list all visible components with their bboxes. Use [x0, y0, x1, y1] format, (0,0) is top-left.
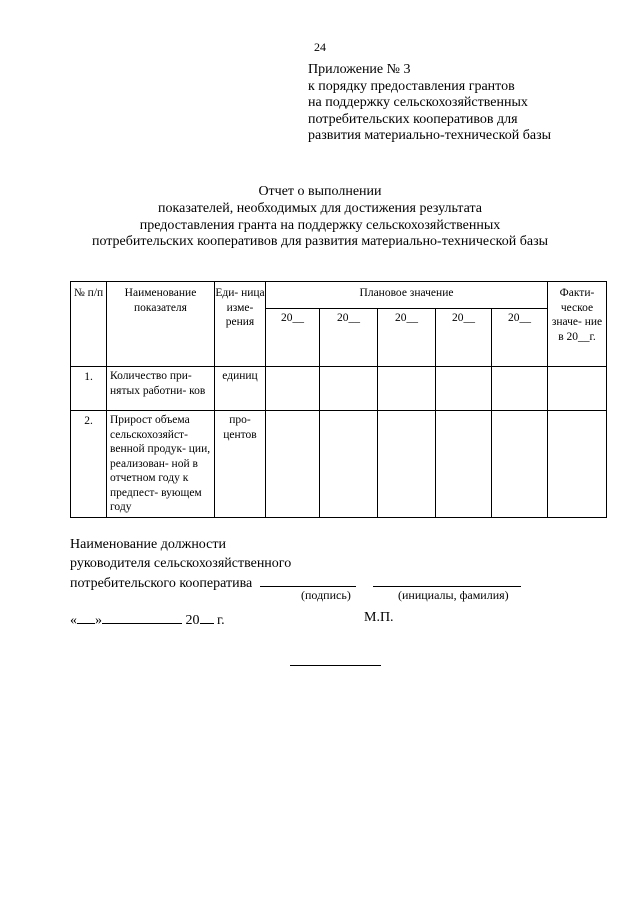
- report-table: [70, 281, 607, 518]
- value-cell: [548, 367, 607, 411]
- header-unit-text: Еди- ница изме- рения: [215, 287, 265, 328]
- name-field[interactable]: [373, 573, 521, 587]
- row-num-text: 2.: [84, 415, 93, 427]
- caption-signature: (подпись): [301, 588, 351, 602]
- signature-line3: потребительского кооператива: [70, 576, 253, 591]
- month-field[interactable]: [102, 610, 182, 624]
- close-quote: »: [95, 613, 102, 628]
- title-line: предоставления гранта на поддержку сельскохозяйственных: [139, 217, 501, 233]
- appendix-line: к порядку предоставления грантов: [308, 78, 515, 94]
- appendix-line: развития материально-технической базы: [308, 128, 552, 143]
- footer-divider: [290, 665, 381, 666]
- open-quote: «: [70, 613, 77, 628]
- row-unit: [215, 367, 266, 411]
- title-line: потребительских кооперативов для развития материально-технической базы: [91, 234, 549, 250]
- year-cell: [436, 309, 492, 367]
- year-cell: [378, 309, 436, 367]
- header-name: [107, 282, 215, 367]
- date-line: [70, 610, 225, 629]
- year-cell: [320, 309, 378, 367]
- row-name-text: Количество при- нятых работни- ков: [110, 370, 206, 397]
- signature-block: [70, 535, 521, 593]
- title-line: показателей, необходимых для достижения результата: [158, 200, 482, 216]
- year-suffix: г.: [217, 613, 225, 628]
- value-cell: [492, 411, 548, 518]
- value-cell: [436, 411, 492, 518]
- title-line: Отчет о выполнении: [258, 184, 382, 199]
- header-name-text: Наименование показателя: [124, 287, 197, 314]
- signature-line1: Наименование должности: [70, 537, 226, 552]
- header-num-text: № п/п: [73, 287, 104, 299]
- row-unit: [215, 411, 266, 518]
- value-cell: [378, 367, 436, 411]
- header-num: [71, 282, 107, 367]
- header-actual-text: Факти- ческое значе- ние в 20__г.: [551, 287, 603, 343]
- year-label: 20__: [395, 312, 418, 324]
- value-cell: [548, 411, 607, 518]
- table-row: [71, 411, 607, 518]
- header-actual: [548, 282, 607, 367]
- value-cell: [320, 411, 378, 518]
- signature-field[interactable]: [260, 573, 356, 587]
- appendix-header: [308, 62, 551, 145]
- value-cell: [378, 411, 436, 518]
- year-label: 20__: [452, 312, 475, 324]
- signature-line2: руководителя сельскохозяйственного: [70, 556, 292, 571]
- row-num-text: 1.: [84, 371, 93, 383]
- year-label: 20__: [281, 312, 304, 324]
- stamp-place: М.П.: [364, 610, 394, 625]
- row-name: [107, 367, 215, 411]
- value-cell: [266, 411, 320, 518]
- row-num: [71, 367, 107, 411]
- year-cell: [266, 309, 320, 367]
- year-label: 20__: [508, 312, 531, 324]
- row-name-text: Прирост объема сельскохозяйст- венной продук- ции, реализован- ной в отчетном году к предпест- вующем году: [110, 414, 211, 513]
- day-field[interactable]: [77, 610, 95, 624]
- table-row: [71, 367, 607, 411]
- year-prefix: 20: [185, 613, 200, 628]
- year-label: 20__: [337, 312, 360, 324]
- row-unit-text: про- центов: [223, 414, 257, 441]
- row-name: [107, 411, 215, 518]
- value-cell: [492, 367, 548, 411]
- value-cell: [266, 367, 320, 411]
- appendix-line: на поддержку сельскохозяйственных: [308, 95, 528, 110]
- page-number: 24: [314, 40, 326, 54]
- row-num: [71, 411, 107, 518]
- value-cell: [436, 367, 492, 411]
- value-cell: [320, 367, 378, 411]
- header-planned: [266, 282, 548, 309]
- appendix-line: потребительских кооперативов для: [308, 111, 518, 127]
- row-unit-text: единиц: [222, 370, 258, 382]
- header-planned-text: Плановое значение: [359, 287, 454, 299]
- caption-name: (инициалы, фамилия): [398, 588, 509, 602]
- year-field[interactable]: [200, 610, 214, 624]
- report-title: [0, 184, 640, 251]
- appendix-line: Приложение № 3: [308, 62, 411, 77]
- header-unit: [215, 282, 266, 367]
- year-cell: [492, 309, 548, 367]
